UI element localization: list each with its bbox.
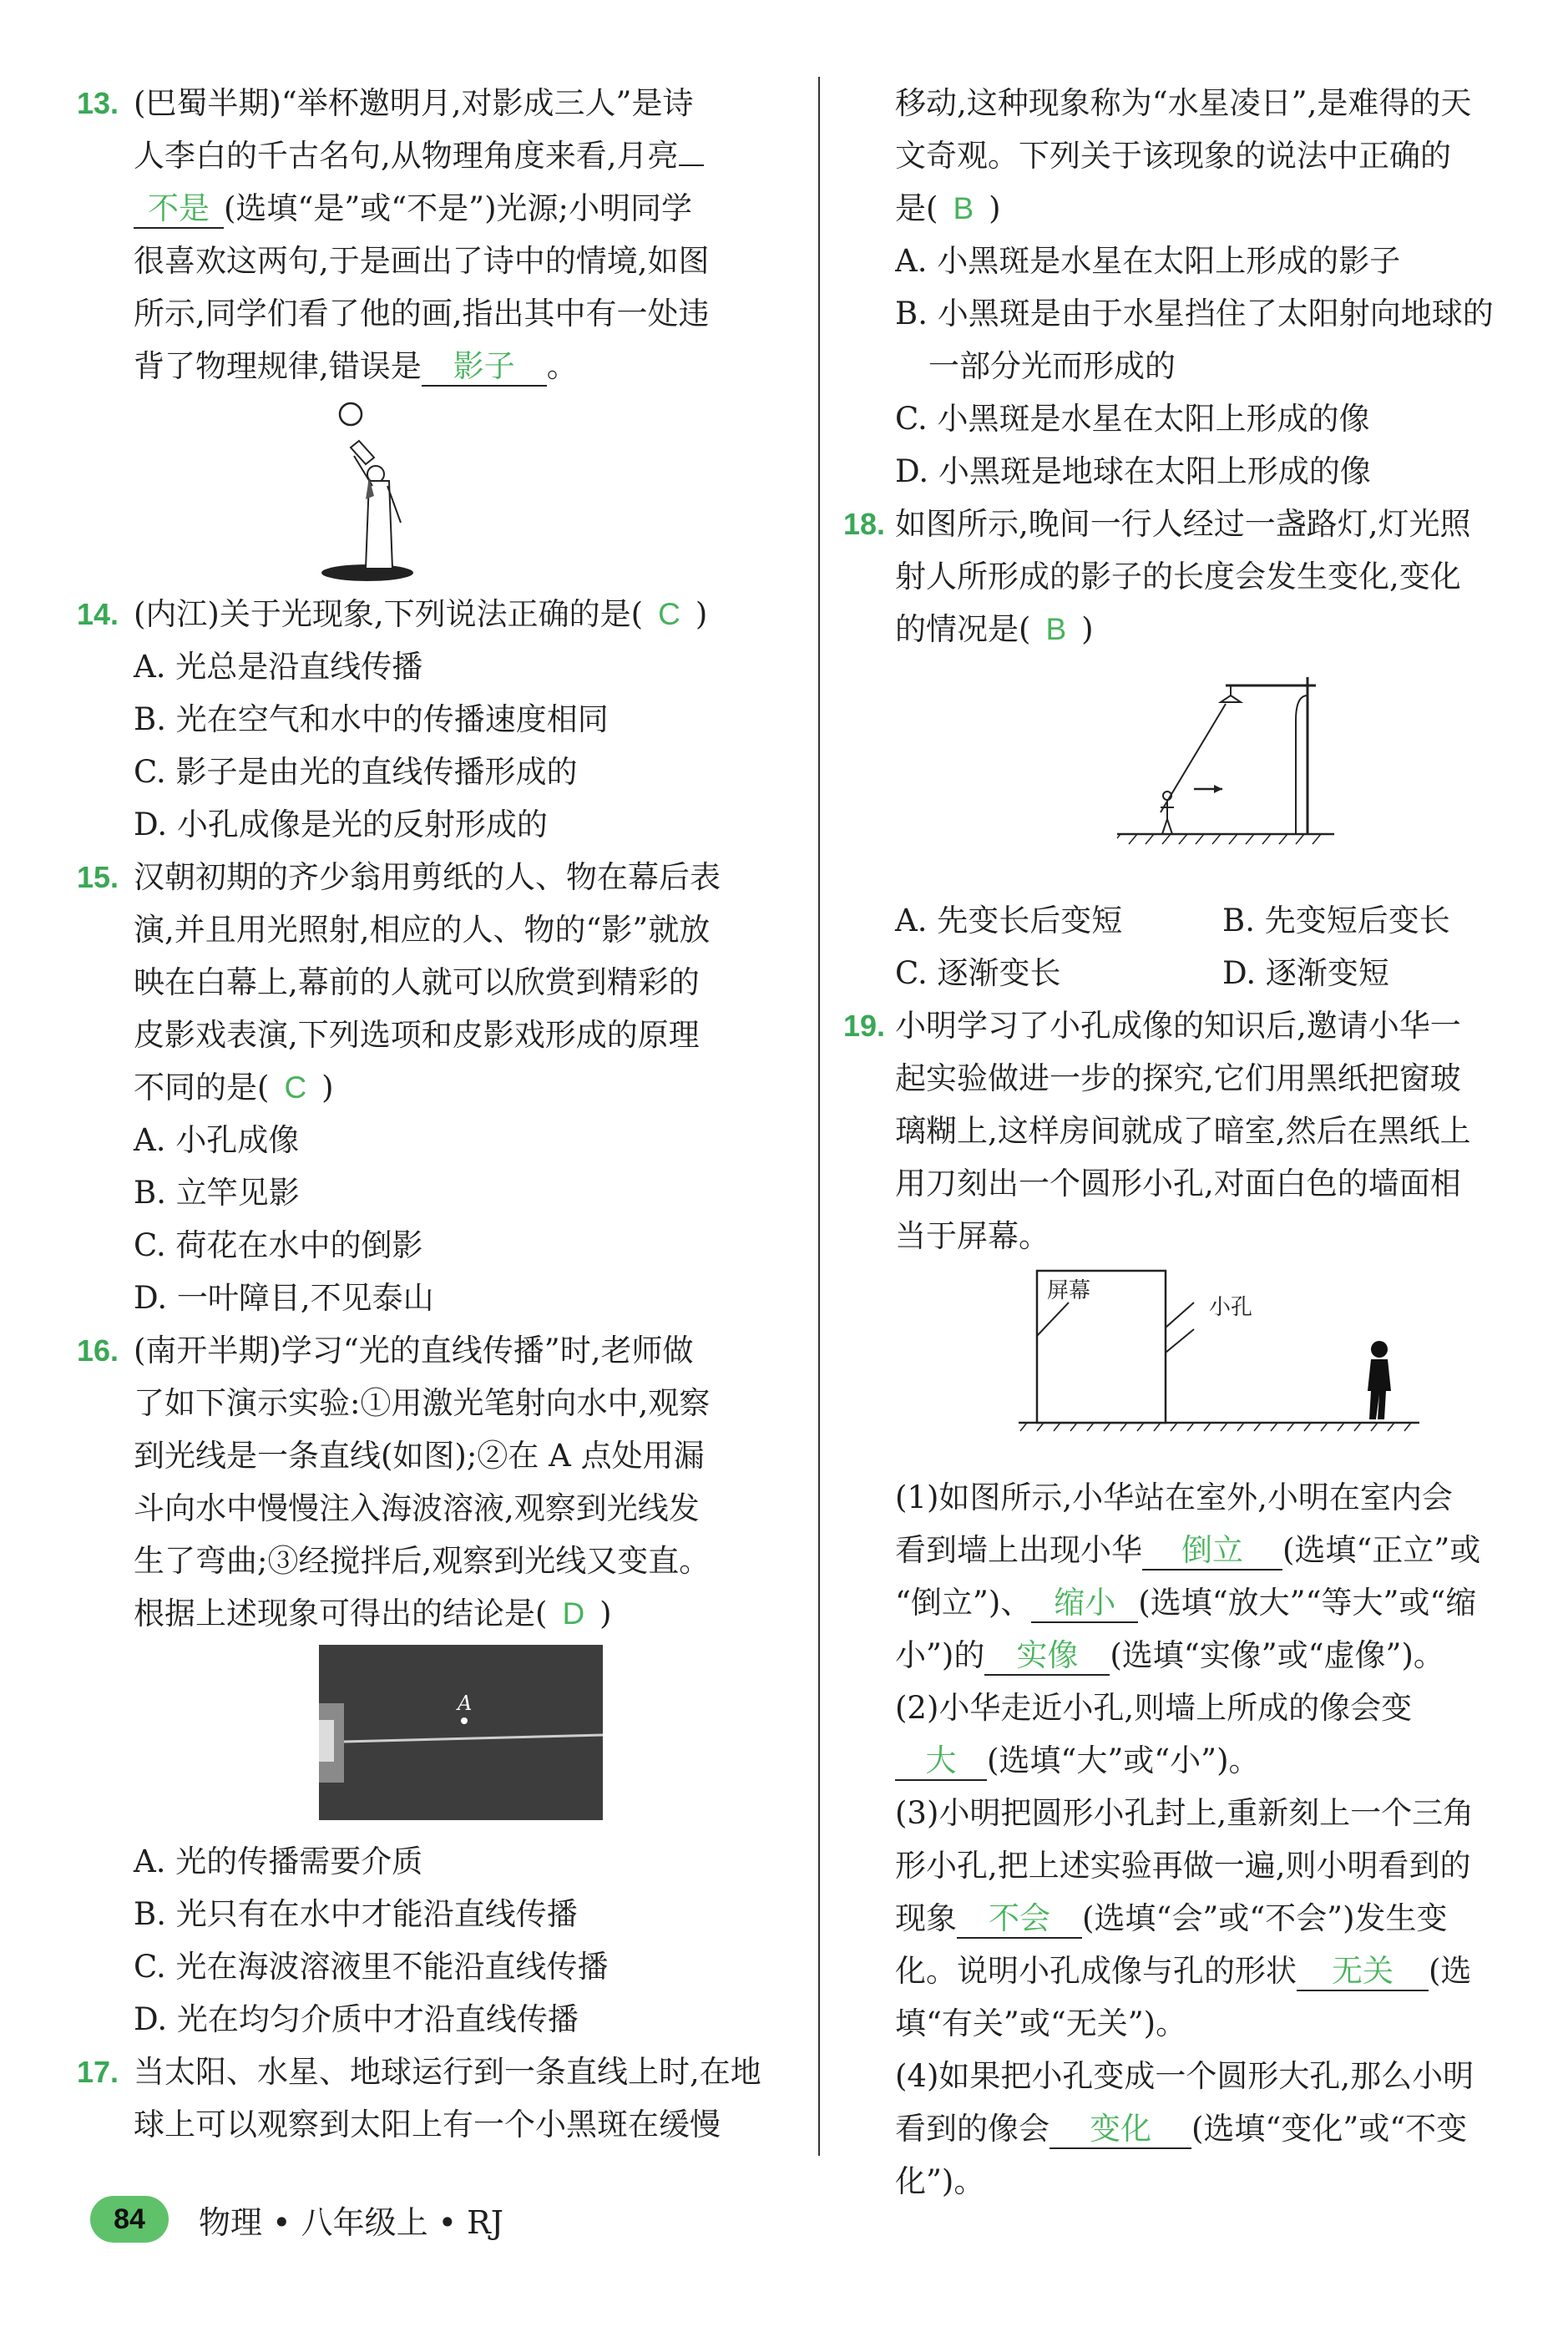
text-line: 斗向水中慢慢注入海波溶液,观察到光线发 bbox=[134, 1490, 700, 1526]
left-column bbox=[77, 77, 800, 2151]
text-line: 根据上述现象可得出的结论是( D ) bbox=[134, 1596, 612, 1631]
poet-figure bbox=[134, 397, 800, 583]
option-d: D. 一叶障目,不见泰山 bbox=[134, 1280, 434, 1316]
part-3-line: 化。说明小孔成像与孔的形状 无关 (选 bbox=[895, 1945, 1550, 1997]
option-d: D. 光在均匀介质中才沿直线传播 bbox=[134, 2001, 579, 2037]
column-divider bbox=[818, 77, 820, 2156]
text-line: 映在白幕上,幕前的人就可以欣赏到精彩的 bbox=[134, 964, 700, 1000]
answer-blank: 变化 bbox=[1050, 2111, 1191, 2149]
option-a: A. 小孔成像 bbox=[134, 1122, 300, 1158]
option-a: A. 先变长后变短 bbox=[895, 903, 1123, 938]
page-number: 84 bbox=[90, 2196, 169, 2243]
part-4-line: (4)如果把小孔变成一个圆形大孔,那么小明 bbox=[895, 2058, 1474, 2094]
option-d: D. 小黑斑是地球在太阳上形成的像 bbox=[895, 453, 1371, 489]
screen-label: 屏幕 bbox=[1047, 1278, 1091, 1303]
option-a: A. 光总是沿直线传播 bbox=[134, 649, 423, 685]
question-17-continued bbox=[895, 77, 1550, 498]
laser-photo bbox=[134, 1645, 800, 1830]
text-line: (巴蜀半期)“举杯邀明月,对影成三人”是诗 bbox=[134, 85, 694, 121]
question-15 bbox=[77, 851, 800, 1114]
answer-choice: C bbox=[658, 597, 680, 631]
person-icon bbox=[1368, 1341, 1391, 1419]
answer-blank: 不是 bbox=[134, 190, 224, 229]
part-4-line: 看到的像会 变化 (选填“变化”或“不变 bbox=[895, 2102, 1550, 2155]
options-grid bbox=[895, 894, 1550, 999]
option-b: B. 光在空气和水中的传播速度相同 bbox=[134, 701, 609, 737]
part-2-line: 大 (选填“大”或“小”)。 bbox=[895, 1734, 1550, 1787]
text-line: 不同的是( C ) bbox=[134, 1070, 334, 1105]
part-1-line: “倒立”)、 缩小 (选填“放大”“等大”或“缩 bbox=[895, 1576, 1550, 1629]
question-number: 13. bbox=[77, 86, 119, 120]
lamp-icon bbox=[1221, 685, 1241, 702]
book-subject: 物理 • 八年级上 • RJ bbox=[199, 2203, 503, 2241]
right-column bbox=[843, 77, 1550, 2208]
option-b: B. 光只有在水中才能沿直线传播 bbox=[134, 1896, 578, 1932]
text-line: 用刀刻出一个圆形小孔,对面白色的墙面相 bbox=[895, 1166, 1461, 1201]
text-line: 文奇观。下列关于该现象的说法中正确的 bbox=[895, 138, 1451, 174]
question-13 bbox=[77, 77, 800, 583]
text-line: 很喜欢这两句,于是画出了诗中的情境,如图 bbox=[134, 243, 710, 279]
part-1-line: 小”)的 实像 (选填“实像”或“虚像”)。 bbox=[895, 1629, 1550, 1682]
answer-blank: 实像 bbox=[984, 1637, 1110, 1676]
text-line: 是( B ) bbox=[895, 190, 1001, 226]
text-line: 演,并且用光照射,相应的人、物的“影”就放 bbox=[134, 912, 711, 948]
text-line: 当太阳、水星、地球运行到一条直线上时,在地 bbox=[134, 2054, 761, 2090]
option-c: C. 荷花在水中的倒影 bbox=[134, 1227, 423, 1263]
text-line: 如图所示,晚间一行人经过一盏路灯,灯光照 bbox=[895, 506, 1471, 542]
option-b: B. 小黑斑是由于水星挡住了太阳射向地球的 bbox=[895, 296, 1494, 331]
option-c: C. 小黑斑是水星在太阳上形成的像 bbox=[895, 401, 1370, 437]
text-line: 人李白的千古名句,从物理角度来看,月亮 bbox=[134, 129, 800, 182]
answer-blank: 不会 bbox=[957, 1900, 1082, 1939]
question-number: 19. bbox=[843, 1009, 886, 1043]
text-line: 球上可以观察到太阳上有一个小黑斑在缓慢 bbox=[134, 2107, 721, 2142]
option-a: A. 光的传播需要介质 bbox=[134, 1844, 423, 1879]
option-a: A. 小黑斑是水星在太阳上形成的影子 bbox=[895, 243, 1401, 279]
question-19 bbox=[843, 999, 1550, 1466]
part-2-line: (2)小华走近小孔,则墙上所成的像会变 bbox=[895, 1690, 1413, 1726]
text-line: 射人所形成的影子的长度会发生变化,变化 bbox=[895, 559, 1461, 594]
text-line: 移动,这种现象称为“水星凌日”,是难得的天 bbox=[895, 85, 1472, 121]
option-c: C. 影子是由光的直线传播形成的 bbox=[134, 754, 578, 790]
answer-choice: B bbox=[953, 191, 974, 225]
answer-choice: B bbox=[1045, 612, 1067, 646]
text-line: 了如下演示实验:①用激光笔射向水中,观察 bbox=[134, 1385, 711, 1421]
part-3-line: 填“有关”或“无关”)。 bbox=[895, 2006, 1187, 2041]
question-16 bbox=[77, 1324, 800, 1830]
pinhole-figure bbox=[895, 1269, 1550, 1466]
part-3-line: 形小孔,把上述实验再做一遍,则小明看到的 bbox=[895, 1848, 1471, 1884]
hole-label: 小孔 bbox=[1209, 1295, 1253, 1320]
part-1-line: 看到墙上出现小华 倒立 (选填“正立”或 bbox=[895, 1524, 1550, 1576]
answer-blank: 倒立 bbox=[1142, 1532, 1282, 1571]
text-line: 汉朝初期的齐少翁用剪纸的人、物在幕后表 bbox=[134, 859, 721, 895]
light-ray bbox=[1161, 704, 1226, 812]
answer-blank: 大 bbox=[895, 1743, 987, 1781]
option-b: B. 立竿见影 bbox=[134, 1175, 300, 1211]
text-line: 小明学习了小孔成像的知识后,邀请小华一 bbox=[895, 1008, 1461, 1044]
question-number: 16. bbox=[77, 1333, 119, 1368]
question-14 bbox=[77, 588, 800, 640]
text-line: 璃糊上,这样房间就成了暗室,然后在黑纸上 bbox=[895, 1113, 1471, 1149]
page-footer bbox=[90, 2196, 503, 2243]
text-line: 当于屏幕。 bbox=[895, 1218, 1050, 1254]
text-line: 到光线是一条直线(如图);②在 A 点处用漏 bbox=[134, 1438, 705, 1474]
option-d: D. 逐渐变短 bbox=[1222, 955, 1389, 991]
moon-icon bbox=[340, 403, 362, 425]
text-line: 起实验做进一步的探究,它们用黑纸把窗玻 bbox=[895, 1060, 1461, 1096]
answer-choice: D bbox=[562, 1596, 585, 1631]
answer-blank: 缩小 bbox=[1031, 1585, 1138, 1623]
option-c: C. 光在海波溶液里不能沿直线传播 bbox=[134, 1949, 609, 1985]
point-a-label: A bbox=[458, 1692, 473, 1715]
question-number: 17. bbox=[77, 2055, 119, 2089]
text-line: 皮影戏表演,下列选项和皮影戏形成的原理 bbox=[134, 1017, 700, 1053]
option-c: C. 逐渐变长 bbox=[895, 955, 1061, 991]
question-number: 15. bbox=[77, 860, 119, 894]
point-a bbox=[461, 1717, 468, 1724]
part-4-line: 化”)。 bbox=[895, 2163, 985, 2199]
option-d: D. 小孔成像是光的反射形成的 bbox=[134, 807, 548, 842]
text-line: 生了弯曲;③经搅拌后,观察到光线又变直。 bbox=[134, 1543, 711, 1579]
answer-blank: 无关 bbox=[1297, 1953, 1429, 1991]
text-line: 背了物理规律,错误是 影子 。 bbox=[134, 340, 800, 392]
answer-blank: 影子 bbox=[422, 348, 547, 387]
question-stem: (内江)关于光现象,下列说法正确的是( C ) bbox=[134, 596, 708, 632]
question-number: 18. bbox=[843, 507, 886, 541]
question-17 bbox=[77, 2046, 800, 2151]
streetlamp-figure bbox=[895, 670, 1550, 889]
text-line: 的情况是( B ) bbox=[895, 611, 1094, 647]
answer-choice: C bbox=[284, 1070, 307, 1105]
part-1-line: (1)如图所示,小华站在室外,小明在室内会 bbox=[895, 1479, 1453, 1515]
part-3-line: (3)小明把圆形小孔封上,重新刻上一个三角 bbox=[895, 1795, 1474, 1831]
question-number: 14. bbox=[77, 597, 119, 631]
option-b: B. 先变短后变长 bbox=[1222, 903, 1450, 938]
question-18 bbox=[843, 498, 1550, 999]
text-line: 不是 (选填“是”或“不是”)光源;小明同学 bbox=[134, 182, 800, 235]
text-line: 所示,同学们看了他的画,指出其中有一处违 bbox=[134, 296, 710, 331]
option-b-continued: 一部分光而形成的 bbox=[928, 348, 1176, 384]
part-3-line: 现象 不会 (选填“会”或“不会”)发生变 bbox=[895, 1892, 1550, 1945]
text-line: (南开半期)学习“光的直线传播”时,老师做 bbox=[134, 1333, 694, 1368]
